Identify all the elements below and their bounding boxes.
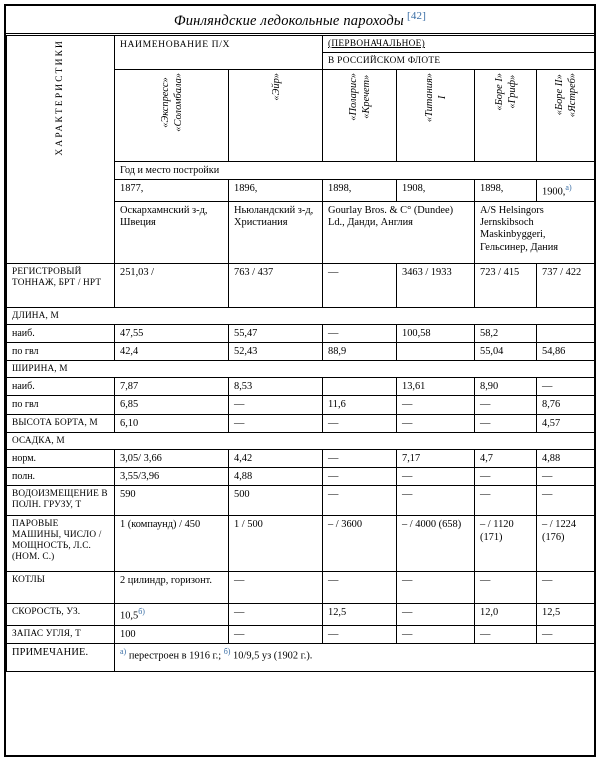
displacement-2: 500 xyxy=(229,486,323,516)
title-text: Финляндские ледокольные пароходы xyxy=(173,12,404,29)
speed-6: 12,5 xyxy=(537,604,595,626)
speed-4: — xyxy=(397,604,475,626)
depth-2: — xyxy=(229,414,323,432)
length-max-3: — xyxy=(323,324,397,342)
speed-1 xyxy=(115,604,229,626)
coal-1: 100 xyxy=(115,626,229,644)
speed-1-ref: б) xyxy=(138,607,145,617)
row-tonnage xyxy=(7,263,595,307)
engines-5: – / 1120 (171) xyxy=(475,516,537,572)
displacement-label: ВОДОИЗМЕЩЕНИЕ В ПОЛН. ГРУЗУ, Т xyxy=(7,486,115,516)
displacement-1: 590 xyxy=(115,486,229,516)
row-beam-label xyxy=(7,361,595,378)
depth-3: — xyxy=(323,414,397,432)
boilers-5: — xyxy=(475,572,537,604)
length-wl-1: 42,4 xyxy=(115,342,229,360)
draft-full-5: — xyxy=(475,468,537,486)
note-text-cell xyxy=(115,644,595,672)
length-max-4: 100,58 xyxy=(397,324,475,342)
row-note xyxy=(7,644,595,672)
row-engines xyxy=(7,516,595,572)
displacement-5: — xyxy=(475,486,537,516)
row-displacement xyxy=(7,486,595,516)
build-year-place-label: Год и место постройки xyxy=(115,161,595,179)
coal-6: — xyxy=(537,626,595,644)
depth-1: 6,10 xyxy=(115,414,229,432)
length-max-2: 55,47 xyxy=(229,324,323,342)
ship-header-2 xyxy=(229,69,323,161)
build-place-3: Gourlay Bros. & C° (Dundee) Ld., Данди, Англия xyxy=(323,201,475,263)
build-year-1: 1877, xyxy=(115,179,229,201)
beam-max-5: 8,90 xyxy=(475,378,537,396)
depth-5: — xyxy=(475,414,537,432)
ship-header-4 xyxy=(397,69,475,161)
displacement-3: — xyxy=(323,486,397,516)
ship-name-vertical xyxy=(493,73,519,111)
coal-label: ЗАПАС УГЛЯ, Т xyxy=(7,626,115,644)
characteristics-label: ХАРАКТЕРИСТИКИ xyxy=(55,39,66,156)
build-year-6 xyxy=(537,179,595,201)
row-depth xyxy=(7,414,595,432)
ship-original-name: «Поларис» xyxy=(348,72,359,121)
boilers-2: — xyxy=(229,572,323,604)
length-wl-5: 55,04 xyxy=(475,342,537,360)
engines-4: – / 4000 (658) xyxy=(397,516,475,572)
beam-wl-2: — xyxy=(229,396,323,414)
table-title-bar xyxy=(6,6,594,34)
beam-wl-5: — xyxy=(475,396,537,414)
row-build-places xyxy=(7,201,595,263)
tonnage-4: 3463 / 1933 xyxy=(397,263,475,307)
ship-header-3 xyxy=(323,69,397,161)
row-draft-norm xyxy=(7,449,595,467)
beam-wl-1: 6,85 xyxy=(115,396,229,414)
ship-name-vertical xyxy=(347,73,373,121)
row-speed xyxy=(7,604,595,626)
ship-original-name: «Экспресс» xyxy=(160,77,171,128)
ship-name-vertical xyxy=(270,73,283,101)
build-place-5: A/S Helsingors Jernskibsoch Maskinbyggeri, Гельсинер, Дания xyxy=(475,201,595,263)
length-wl-label: по гвл xyxy=(7,342,115,360)
depth-6: 4,57 xyxy=(537,414,595,432)
row-build-years xyxy=(7,179,595,201)
draft-norm-4: 7,17 xyxy=(397,449,475,467)
russian-fleet-header xyxy=(323,52,595,69)
ship-russian-name: «Соломбала» xyxy=(173,72,184,132)
row-beam-max xyxy=(7,378,595,396)
ship-original-name: «Боре I» xyxy=(494,72,505,111)
ships-data-table xyxy=(6,35,595,672)
ship-name-header-label: НАИМЕНОВАНИЕ П/Х xyxy=(120,39,230,50)
row-beam-wl xyxy=(7,396,595,414)
characteristics-spacer-2 xyxy=(7,201,115,263)
build-year-3: 1898, xyxy=(323,179,397,201)
engines-2: 1 / 500 xyxy=(229,516,323,572)
ship-original-name: «Боре II» xyxy=(554,74,565,116)
build-place-2: Ньюландский з-д, Христиания xyxy=(229,201,323,263)
beam-max-6: — xyxy=(537,378,595,396)
draft-label: ОСАДКА, М xyxy=(7,432,595,449)
draft-norm-6: 4,88 xyxy=(537,449,595,467)
draft-full-label: полн. xyxy=(7,468,115,486)
beam-max-label: наиб. xyxy=(7,378,115,396)
length-wl-4 xyxy=(397,342,475,360)
note-text-a: перестроен в 1916 г.; xyxy=(128,650,222,662)
coal-3: — xyxy=(323,626,397,644)
draft-norm-5: 4,7 xyxy=(475,449,537,467)
row-draft-label xyxy=(7,432,595,449)
length-max-6 xyxy=(537,324,595,342)
beam-label: ШИРИНА, М xyxy=(7,361,595,378)
title-reference: [42] xyxy=(406,9,427,22)
speed-2: — xyxy=(229,604,323,626)
boilers-1: 2 цилиндр, горизонт. xyxy=(115,572,229,604)
draft-norm-3: — xyxy=(323,449,397,467)
row-coal xyxy=(7,626,595,644)
boilers-4: — xyxy=(397,572,475,604)
beam-wl-6: 8,76 xyxy=(537,396,595,414)
note-label: ПРИМЕЧАНИЕ. xyxy=(7,644,115,672)
note-text-b: 10/9,5 уз (1902 г.). xyxy=(233,650,313,662)
ship-header-6 xyxy=(537,69,595,161)
beam-max-4: 13,61 xyxy=(397,378,475,396)
beam-max-3 xyxy=(323,378,397,396)
build-year-6-value: 1900, xyxy=(542,186,566,198)
ship-header-1 xyxy=(115,69,229,161)
note-ref-b: б) xyxy=(223,647,231,657)
characteristics-header-cell xyxy=(7,36,115,180)
row-draft-full xyxy=(7,468,595,486)
length-max-label: наиб. xyxy=(7,324,115,342)
build-year-4: 1908, xyxy=(397,179,475,201)
length-max-5: 58,2 xyxy=(475,324,537,342)
ship-name-vertical xyxy=(553,73,579,117)
ship-name-header xyxy=(115,36,323,70)
ship-name-vertical xyxy=(423,73,449,122)
original-name-header xyxy=(323,36,595,53)
speed-5: 12,0 xyxy=(475,604,537,626)
beam-wl-label: по гвл xyxy=(7,396,115,414)
draft-norm-label: норм. xyxy=(7,449,115,467)
tonnage-2: 763 / 437 xyxy=(229,263,323,307)
displacement-6: — xyxy=(537,486,595,516)
length-wl-3: 88,9 xyxy=(323,342,397,360)
build-year-2: 1896, xyxy=(229,179,323,201)
beam-wl-3: 11,6 xyxy=(323,396,397,414)
draft-full-3: — xyxy=(323,468,397,486)
length-wl-2: 52,43 xyxy=(229,342,323,360)
note-ref-a: а) xyxy=(120,647,127,657)
speed-label: СКОРОСТЬ, УЗ. xyxy=(7,604,115,626)
ship-original-name: «Титания» xyxy=(424,72,435,123)
coal-4: — xyxy=(397,626,475,644)
depth-label: ВЫСОТА БОРТА, М xyxy=(7,414,115,432)
ship-russian-name: «Гриф» xyxy=(507,74,518,109)
characteristics-spacer xyxy=(7,179,115,201)
depth-4: — xyxy=(397,414,475,432)
boilers-3: — xyxy=(323,572,397,604)
length-label: ДЛИНА, М xyxy=(7,307,595,324)
russian-fleet-label: В РОССИЙСКОМ ФЛОТЕ xyxy=(328,55,441,66)
draft-full-2: 4,88 xyxy=(229,468,323,486)
beam-max-2: 8,53 xyxy=(229,378,323,396)
tonnage-3: — xyxy=(323,263,397,307)
length-wl-6: 54,86 xyxy=(537,342,595,360)
tonnage-label: РЕГИСТРОВЫЙ ТОННАЖ, БРТ / НРТ xyxy=(7,263,115,307)
engines-1: 1 (компаунд) / 450 xyxy=(115,516,229,572)
ship-russian-name: «Кречет» xyxy=(361,74,372,119)
draft-full-4: — xyxy=(397,468,475,486)
beam-max-1: 7,87 xyxy=(115,378,229,396)
tonnage-5: 723 / 415 xyxy=(475,263,537,307)
build-year-6-ref: а) xyxy=(565,182,572,192)
boilers-label: КОТЛЫ xyxy=(7,572,115,604)
draft-full-1: 3,55/3,96 xyxy=(115,468,229,486)
engines-label: ПАРОВЫЕ МАШИНЫ, ЧИСЛО / МОЩНОСТЬ, Л.С.(НОМ. С.) xyxy=(7,516,115,572)
boilers-6: — xyxy=(537,572,595,604)
ship-header-5 xyxy=(475,69,537,161)
ship-russian-name: «Ястреб» xyxy=(567,72,578,118)
row-length-max xyxy=(7,324,595,342)
ship-original-name: «Эйр» xyxy=(270,72,282,101)
coal-5: — xyxy=(475,626,537,644)
displacement-4: — xyxy=(397,486,475,516)
row-boilers xyxy=(7,572,595,604)
length-max-1: 47,55 xyxy=(115,324,229,342)
speed-3: 12,5 xyxy=(323,604,397,626)
row-length-wl xyxy=(7,342,595,360)
tonnage-1: 251,03 / xyxy=(115,263,229,307)
draft-full-6: — xyxy=(537,468,595,486)
speed-1-value: 10,5 xyxy=(120,610,139,622)
original-name-label: (ПЕРВОНАЧАЛЬНОЕ) xyxy=(328,39,425,49)
beam-wl-4: — xyxy=(397,396,475,414)
header-row-names xyxy=(7,36,595,53)
build-year-5: 1898, xyxy=(475,179,537,201)
row-length-label xyxy=(7,307,595,324)
engines-3: – / 3600 xyxy=(323,516,397,572)
tonnage-6: 737 / 422 xyxy=(537,263,595,307)
draft-norm-2: 4,42 xyxy=(229,449,323,467)
ship-russian-name: I xyxy=(437,95,448,100)
engines-6: – / 1224 (176) xyxy=(537,516,595,572)
ship-name-vertical xyxy=(159,73,185,132)
coal-2: — xyxy=(229,626,323,644)
build-place-1: Оскархамнский з-д, Швеция xyxy=(115,201,229,263)
page-title xyxy=(174,10,426,30)
draft-norm-1: 3,05/ 3,66 xyxy=(115,449,229,467)
